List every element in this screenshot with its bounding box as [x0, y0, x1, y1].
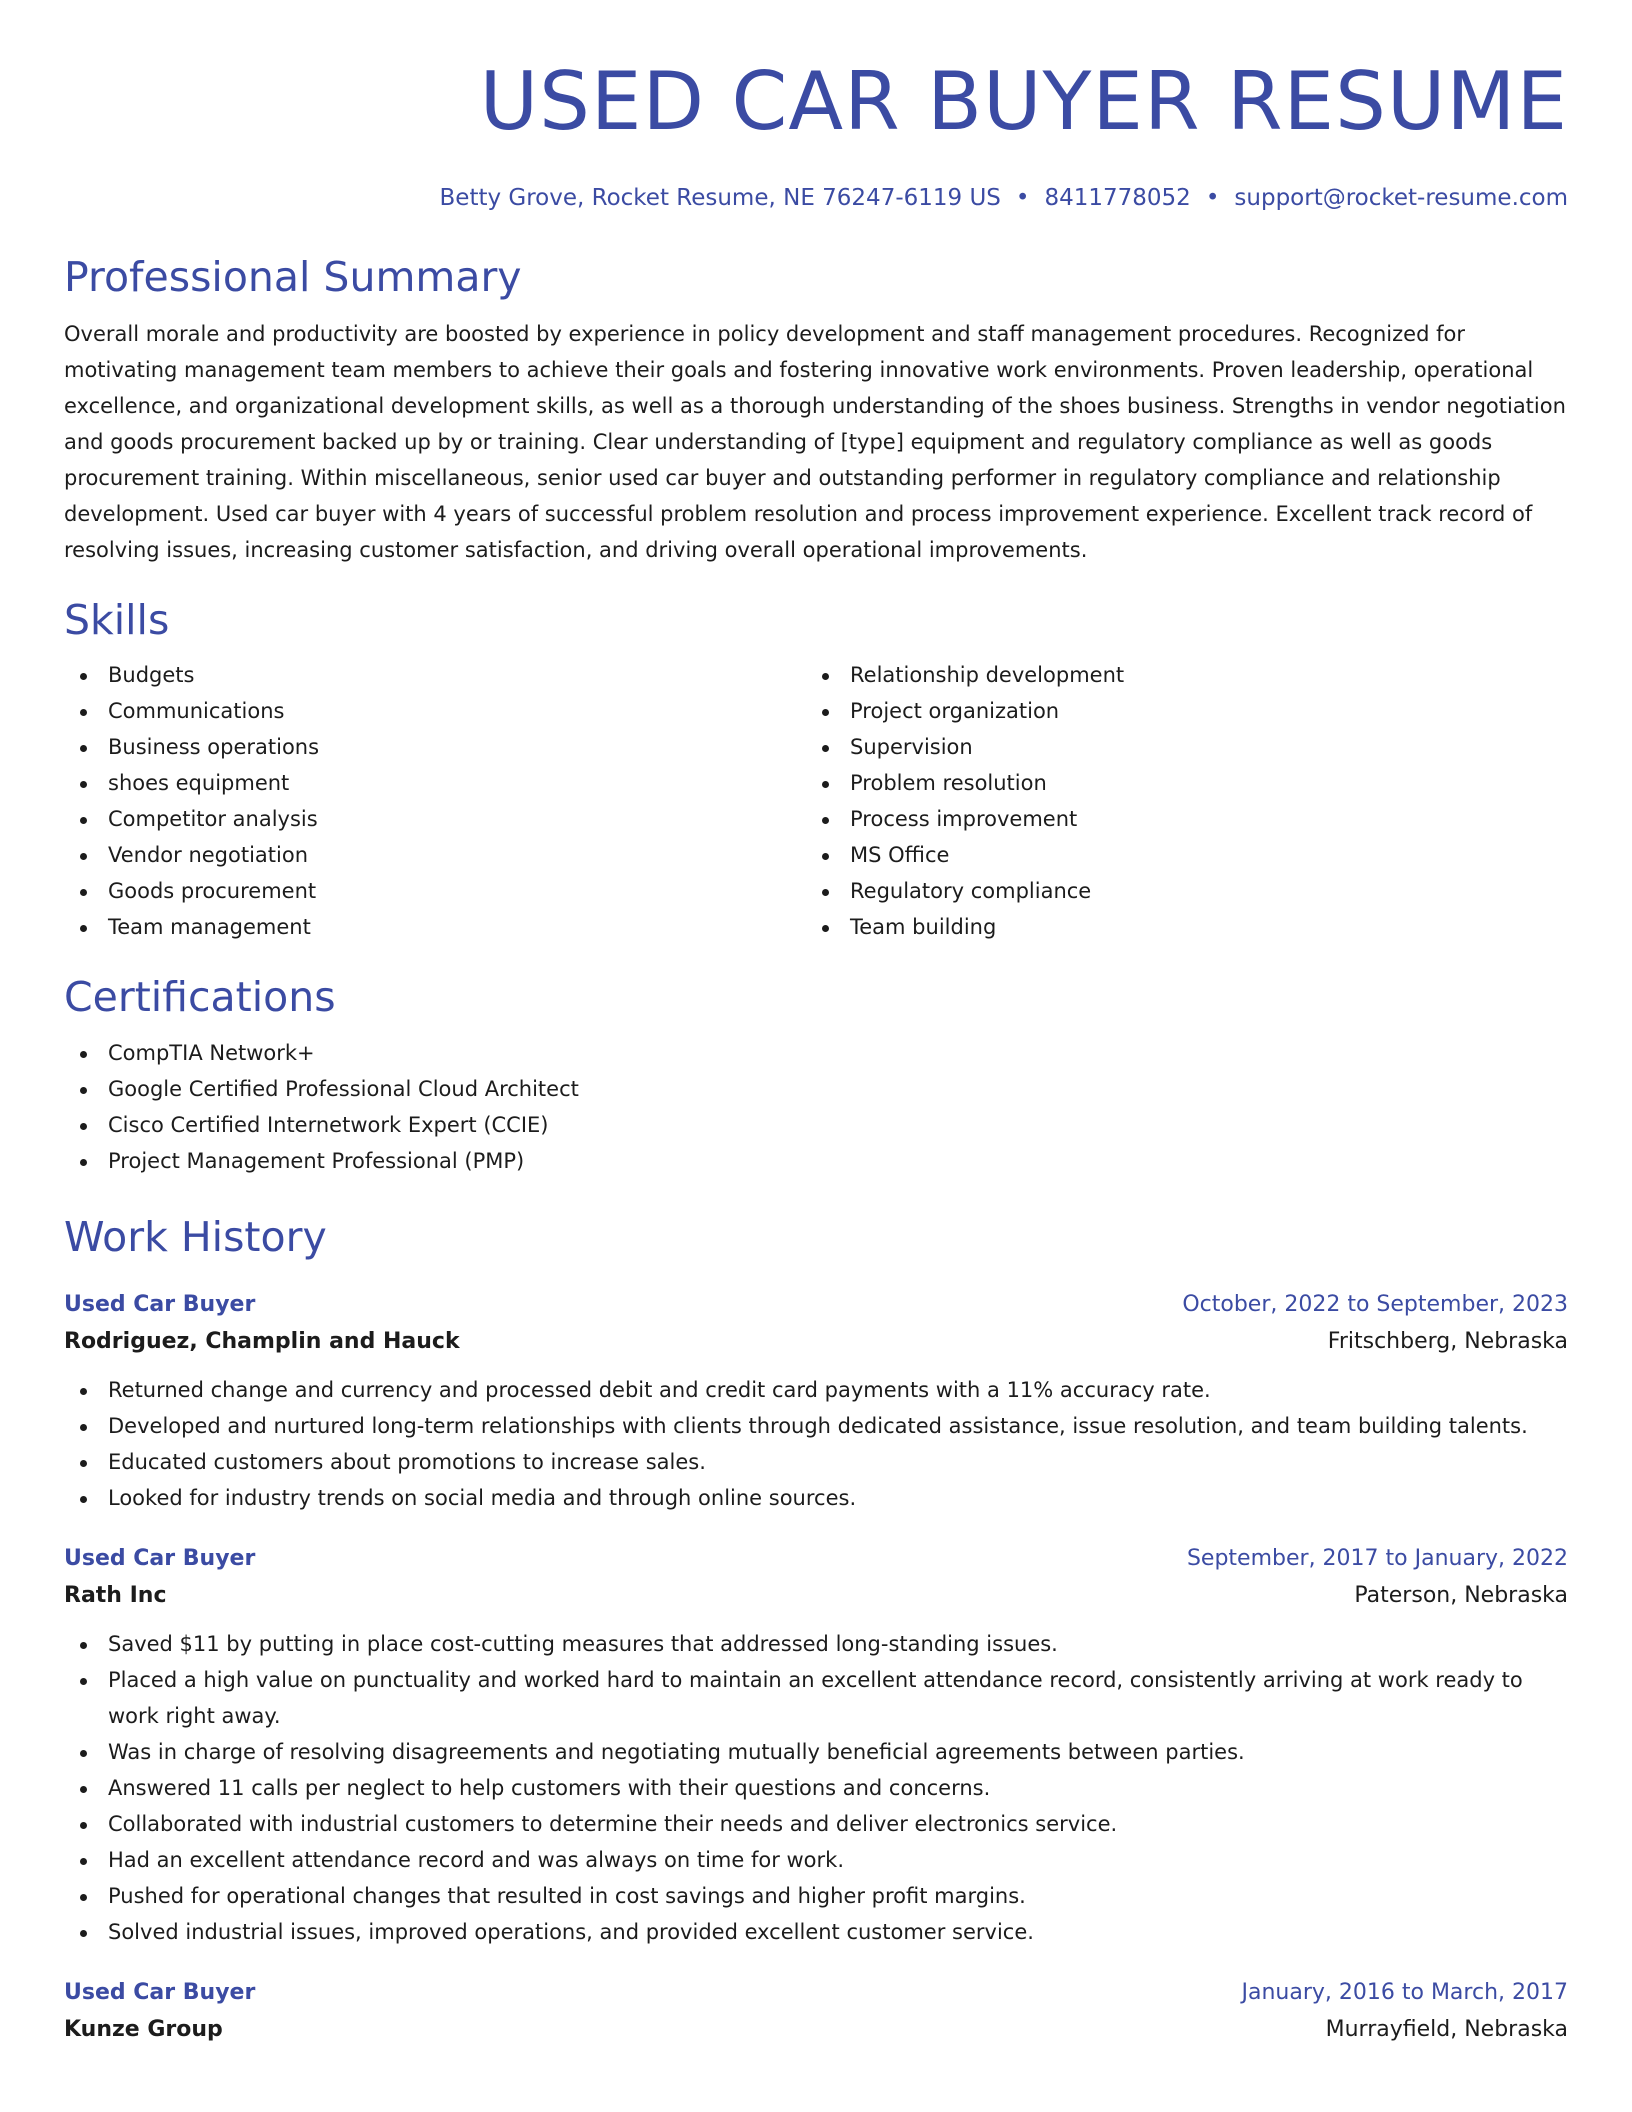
- job-entry: [64, 1976, 1568, 2050]
- skills-list-right: [806, 657, 1548, 945]
- job-location: Murrayfield, Nebraska: [1325, 2016, 1568, 2042]
- job-location: Paterson, Nebraska: [1354, 1582, 1568, 1608]
- job-company-row: [64, 1322, 1568, 1362]
- contact-email[interactable]: support@rocket-resume.com: [1234, 185, 1568, 211]
- job-bullets: [64, 1626, 1568, 1950]
- job-role: Used Car Buyer: [64, 1545, 256, 1571]
- skill-item: Communications: [64, 693, 806, 729]
- job-role: Used Car Buyer: [64, 1979, 256, 2005]
- job-bullet: Was in charge of resolving disagreements and negotiating mutually beneficial agreements between parties.: [64, 1734, 1568, 1770]
- job-bullet: Looked for industry trends on social media and through online sources.: [64, 1480, 1568, 1516]
- job-company: Kunze Group: [64, 2016, 223, 2042]
- job-bullet: Returned change and currency and processed debit and credit card payments with a 11% accuracy rate.: [64, 1372, 1568, 1408]
- job-company: Rodriguez, Champlin and Hauck: [64, 1328, 460, 1354]
- skill-item: shoes equipment: [64, 765, 806, 801]
- job-header-row: [64, 1976, 1568, 2010]
- skills-columns: [64, 657, 1568, 945]
- skill-item: Vendor negotiation: [64, 837, 806, 873]
- skill-item: Project organization: [806, 693, 1548, 729]
- skill-item: Team building: [806, 909, 1548, 945]
- skill-item: Goods procurement: [64, 873, 806, 909]
- job-entry: [64, 1288, 1568, 1516]
- work-history-heading: Work History: [64, 1212, 327, 1261]
- job-bullet: Answered 11 calls per neglect to help customers with their questions and concerns.: [64, 1770, 1568, 1806]
- summary-text: Overall morale and productivity are boosted by experience in policy development and staff management procedures. Recognized for motivating management team members to achieve their goals and fostering innovative work environments. Proven leadership, operational excellence, and organizational development skills, as well as a thorough understanding of the shoes business. Strengths in vendor negotiation and goods procurement backed up by or training. Clear understanding of [type] equipment and regulatory compliance as well as goods procurement training. Within miscellaneous, senior used car buyer and outstanding performer in regulatory compliance and relationship development. Used car buyer with 4 years of successful problem resolution and process improvement experience. Excellent track record of resolving issues, increasing customer satisfaction, and driving overall operational improvements.: [64, 322, 1566, 563]
- summary-heading: Professional Summary: [64, 253, 522, 301]
- job-dates: January, 2016 to March, 2017: [1241, 1979, 1568, 2005]
- contact-line: [64, 185, 1568, 211]
- skills-list-left: [64, 657, 806, 945]
- job-bullet: Had an excellent attendance record and was always on time for work.: [64, 1842, 1568, 1878]
- skill-item: Problem resolution: [806, 765, 1548, 801]
- job-bullet: Solved industrial issues, improved operations, and provided excellent customer service.: [64, 1914, 1568, 1950]
- certifications-list: [64, 1035, 1568, 1179]
- job-entry: [64, 1542, 1568, 1950]
- certifications-heading: Certifications: [64, 973, 336, 1022]
- skill-item: Regulatory compliance: [806, 873, 1548, 909]
- contact-separator: •: [1205, 185, 1220, 211]
- job-dates: October, 2022 to September, 2023: [1182, 1291, 1568, 1317]
- skill-item: Process improvement: [806, 801, 1548, 837]
- job-bullets: [64, 1372, 1568, 1516]
- job-role: Used Car Buyer: [64, 1291, 256, 1317]
- contact-phone: 8411778052: [1044, 185, 1191, 211]
- job-company-row: [64, 1576, 1568, 1616]
- work-history-list: [64, 1288, 1568, 2050]
- job-location: Fritschberg, Nebraska: [1327, 1328, 1568, 1354]
- job-bullet: Educated customers about promotions to increase sales.: [64, 1444, 1568, 1480]
- contact-separator: •: [1015, 185, 1030, 211]
- certification-item: Project Management Professional (PMP): [64, 1143, 1568, 1179]
- skill-item: Team management: [64, 909, 806, 945]
- certification-item: CompTIA Network+: [64, 1035, 1568, 1071]
- skill-item: Budgets: [64, 657, 806, 693]
- skill-item: Relationship development: [806, 657, 1548, 693]
- job-dates: September, 2017 to January, 2022: [1186, 1545, 1568, 1571]
- skill-item: Competitor analysis: [64, 801, 806, 837]
- skill-item: Supervision: [806, 729, 1548, 765]
- job-company: Rath Inc: [64, 1582, 167, 1608]
- job-bullet: Developed and nurtured long-term relationships with clients through dedicated assistance, issue resolution, and team building talents.: [64, 1408, 1568, 1444]
- resume-title: USED CAR BUYER RESUME: [479, 55, 1568, 148]
- job-bullet: Saved $11 by putting in place cost-cutting measures that addressed long-standing issues.: [64, 1626, 1568, 1662]
- contact-address: Betty Grove, Rocket Resume, NE 76247-6119 US: [439, 185, 1001, 211]
- skill-item: Business operations: [64, 729, 806, 765]
- job-header-row: [64, 1288, 1568, 1322]
- job-header-row: [64, 1542, 1568, 1576]
- resume-page: [64, 0, 1568, 2050]
- skill-item: MS Office: [806, 837, 1548, 873]
- certification-item: Google Certified Professional Cloud Architect: [64, 1071, 1568, 1107]
- job-bullet: Pushed for operational changes that resulted in cost savings and higher profit margins.: [64, 1878, 1568, 1914]
- job-company-row: [64, 2010, 1568, 2050]
- job-bullet: Collaborated with industrial customers to determine their needs and deliver electronics service.: [64, 1806, 1568, 1842]
- certification-item: Cisco Certified Internetwork Expert (CCIE): [64, 1107, 1568, 1143]
- skills-heading: Skills: [64, 596, 170, 645]
- job-bullet: Placed a high value on punctuality and worked hard to maintain an excellent attendance record, consistently arriving at work ready to work right away.: [64, 1662, 1568, 1734]
